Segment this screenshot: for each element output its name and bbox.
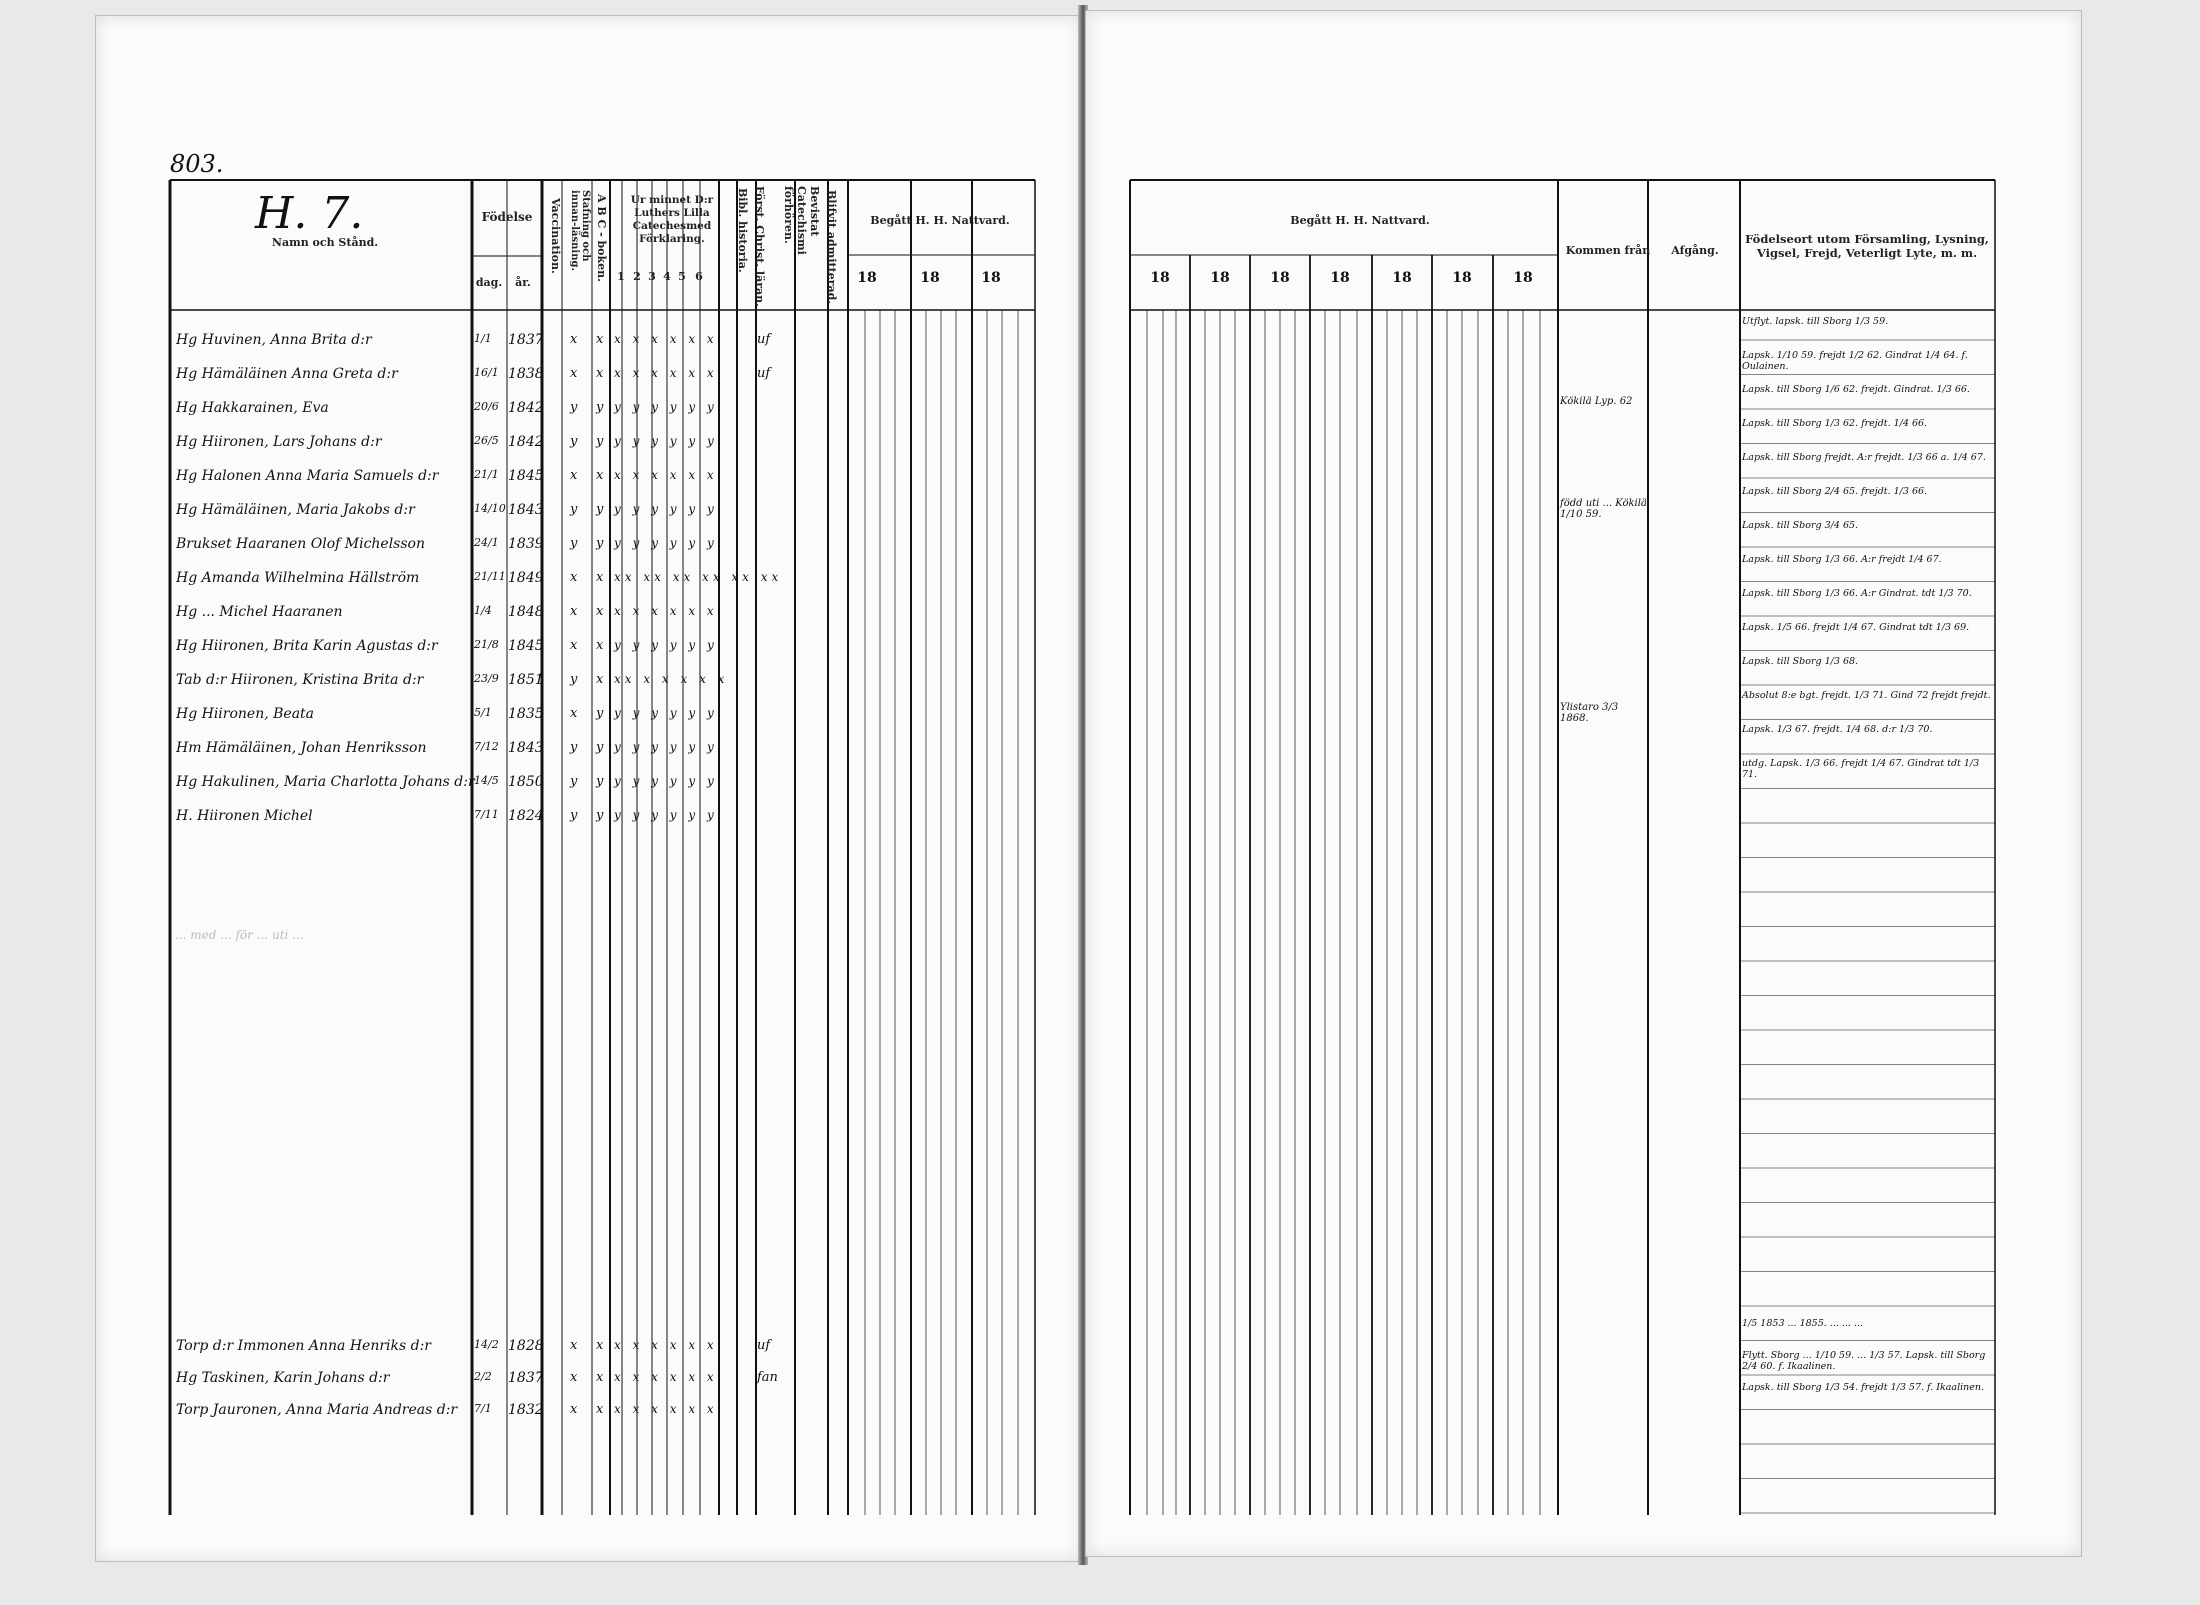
header-18: 18 <box>1270 270 1290 286</box>
catechism-marks: y y y y y y <box>614 740 718 754</box>
birth-day: 14/2 <box>474 1338 499 1351</box>
abc-mark: x <box>596 468 604 483</box>
abc-mark: x <box>596 604 604 619</box>
birth-day: 7/11 <box>474 808 499 821</box>
abc-mark: x <box>596 1402 604 1417</box>
header-18: 18 <box>920 270 940 286</box>
birth-day: 7/1 <box>474 1402 492 1415</box>
vaccination-mark: x <box>570 570 578 585</box>
birth-day: 21/8 <box>474 638 499 651</box>
remark-note: utdg. Lapsk. 1/3 66. frejdt 1/4 67. Gindrat tdt 1/3 71. <box>1742 758 1980 780</box>
catechism-marks: y y y y y y <box>614 400 718 414</box>
vaccination-mark: x <box>570 1402 578 1417</box>
remark-note: Lapsk. till Sborg 3/4 65. <box>1742 520 1859 531</box>
abc-mark: x <box>596 1370 604 1385</box>
remark-note: Lapsk. till Sborg 1/3 66. A:r frejdt 1/4 67. <box>1742 554 1942 565</box>
catechism-marks: x x x x x x <box>614 332 718 346</box>
vaccination-mark: x <box>570 1338 578 1353</box>
birth-day: 7/12 <box>474 740 499 753</box>
header-cat-number: 4 <box>663 270 671 283</box>
header-blifvit: Blifvit admitterad. <box>825 190 838 305</box>
catechism-marks: x x x x x x <box>614 468 718 482</box>
faint-note: ... med ... för ... uti ... <box>175 928 304 942</box>
header-18: 18 <box>857 270 877 286</box>
birth-year: 1832 <box>508 1402 544 1418</box>
header-begatt-right: Begått H. H. Nattvard. <box>1290 214 1430 227</box>
birth-day: 14/5 <box>474 774 499 787</box>
vaccination-mark: y <box>570 808 578 823</box>
birth-day: 21/1 <box>474 468 499 481</box>
birth-year: 1837 <box>508 1370 544 1386</box>
remark-note: Lapsk. till Sborg 1/3 54. frejdt 1/3 57. f. Ikaalinen. <box>1742 1382 1985 1393</box>
vaccination-mark: x <box>570 1370 578 1385</box>
abc-mark: y <box>596 740 604 755</box>
person-name: Hg ... Michel Haaranen <box>176 604 343 620</box>
abc-mark: y <box>596 502 604 517</box>
header-signet: H. 7. <box>255 188 364 239</box>
abc-mark: x <box>596 638 604 653</box>
birth-day: 5/1 <box>474 706 492 719</box>
abc-mark: x <box>596 672 604 687</box>
header-birth: Födelse <box>481 210 533 224</box>
kommen-fran: Kökilä Lyp. 62 <box>1560 396 1633 407</box>
header-bevistat: Bevistat Catechismi förhören. <box>782 186 821 255</box>
person-name: Hg Hiironen, Brita Karin Agustas d:r <box>176 638 438 654</box>
header-bibl: Bibl. historia. <box>736 188 749 273</box>
page-number: 803. <box>170 150 224 178</box>
vaccination-mark: y <box>570 774 578 789</box>
person-name: Hg Hiironen, Lars Johans d:r <box>176 434 382 450</box>
person-name: Hg Amanda Wilhelmina Hällström <box>176 570 420 586</box>
header-cat-number: 2 <box>633 270 641 283</box>
remark-note: Lapsk. till Sborg frejdt. A:r frejdt. 1/3 66 a. 1/4 67. <box>1742 452 1986 463</box>
header-day: dag. <box>475 276 503 289</box>
catechism-marks: x x x x x x <box>614 604 718 618</box>
person-name: Tab d:r Hiironen, Kristina Brita d:r <box>176 672 424 688</box>
person-name: Hg Taskinen, Karin Johans d:r <box>176 1370 390 1386</box>
vaccination-mark: x <box>570 638 578 653</box>
birth-year: 1837 <box>508 332 544 348</box>
catechism-marks: x x x x x x <box>614 1402 718 1416</box>
birth-year: 1845 <box>508 638 544 654</box>
header-18: 18 <box>1513 270 1533 286</box>
vaccination-mark: x <box>570 468 578 483</box>
person-name: Brukset Haaranen Olof Michelsson <box>176 536 425 552</box>
abc-mark: x <box>596 1338 604 1353</box>
header-cat-number: 6 <box>695 270 703 283</box>
birth-year: 1843 <box>508 502 544 518</box>
remark-note: Lapsk. 1/3 67. frejdt. 1/4 68. d:r 1/3 70. <box>1742 724 1933 735</box>
header-year: år. <box>515 276 531 289</box>
remark-note: Flytt. Sborg ... 1/10 59. ... 1/3 57. Lapsk. till Sborg 2/4 60. f. Ikaalinen. <box>1742 1350 1986 1372</box>
header-18: 18 <box>981 270 1001 286</box>
vaccination-mark: y <box>570 434 578 449</box>
person-name: Hm Hämäläinen, Johan Henriksson <box>176 740 427 756</box>
remark-note: Utflyt. lapsk. till Sborg 1/3 59. <box>1742 316 1889 327</box>
header-cat-number: 5 <box>678 270 686 283</box>
birth-year: 1842 <box>508 400 544 416</box>
header-luther: Ur minnet D:r Luthers Lilla Catechesmed Förklaring. <box>630 194 714 246</box>
birth-day: 16/1 <box>474 366 499 379</box>
vaccination-mark: x <box>570 604 578 619</box>
person-name: Hg Hiironen, Beata <box>176 706 315 722</box>
birth-year: 1848 <box>508 604 544 620</box>
person-name: Hg Huvinen, Anna Brita d:r <box>176 332 372 348</box>
vaccination-mark: y <box>570 740 578 755</box>
understanding-mark: uf <box>757 332 771 347</box>
birth-year: 1842 <box>508 434 544 450</box>
catechism-marks: x x x x x x <box>614 1338 718 1352</box>
remark-note: Lapsk. till Sborg 1/3 68. <box>1742 656 1859 667</box>
catechism-marks: xx x x x x x <box>614 672 729 686</box>
abc-mark: y <box>596 536 604 551</box>
kommen-fran: född uti ... Kökilä 1/10 59. <box>1560 498 1647 520</box>
header-fodelse: Födelseort utom Församling, Lysning, Vigsel, Frejd, Veterligt Lyte, m. m. <box>1745 232 1989 261</box>
abc-mark: x <box>596 570 604 585</box>
birth-year: 1849 <box>508 570 544 586</box>
birth-year: 1851 <box>508 672 544 688</box>
person-name: Torp d:r Immonen Anna Henriks d:r <box>176 1338 431 1354</box>
catechism-marks: x x x x x x <box>614 1370 718 1384</box>
birth-year: 1839 <box>508 536 544 552</box>
person-name: Hg Hakulinen, Maria Charlotta Johans d:r <box>176 774 475 790</box>
birth-day: 21/11 <box>474 570 506 583</box>
abc-mark: y <box>596 706 604 721</box>
birth-day: 1/1 <box>474 332 492 345</box>
remark-note: Lapsk. till Sborg 1/3 66. A:r Gindrat. tdt 1/3 70. <box>1742 588 1972 599</box>
birth-year: 1845 <box>508 468 544 484</box>
header-18: 18 <box>1392 270 1412 286</box>
catechism-marks: y y y y y y <box>614 706 718 720</box>
header-18: 18 <box>1330 270 1350 286</box>
remark-note: Lapsk. 1/10 59. frejdt 1/2 62. Gindrat 1/4 64. f. Oulainen. <box>1742 350 1968 372</box>
catechism-marks: xx xx xx xx xx xx <box>614 570 783 584</box>
kommen-fran: Ylistaro 3/3 1868. <box>1560 702 1619 724</box>
birth-day: 20/6 <box>474 400 499 413</box>
understanding-mark: fan <box>757 1370 778 1385</box>
catechism-marks: y y y y y y <box>614 536 718 550</box>
remark-note: Lapsk. till Sborg 1/3 62. frejdt. 1/4 66. <box>1742 418 1928 429</box>
person-name: H. Hiironen Michel <box>176 808 313 824</box>
birth-year: 1824 <box>508 808 544 824</box>
header-forst: Först. Christ. läran. <box>753 186 766 307</box>
header-begatt-left: Begått H. H. Nattvard. <box>870 214 1010 227</box>
header-vaccination: Vaccination. <box>549 198 562 274</box>
birth-year: 1838 <box>508 366 544 382</box>
birth-year: 1843 <box>508 740 544 756</box>
birth-year: 1850 <box>508 774 544 790</box>
understanding-mark: uf <box>757 1338 771 1353</box>
vaccination-mark: y <box>570 502 578 517</box>
person-name: Torp Jauronen, Anna Maria Andreas d:r <box>176 1402 458 1418</box>
vaccination-mark: x <box>570 706 578 721</box>
catechism-marks: y y y y y y <box>614 434 718 448</box>
remark-note: Lapsk. till Sborg 2/4 65. frejdt. 1/3 66. <box>1742 486 1928 497</box>
remark-note: 1/5 1853 ... 1855. ... ... ... <box>1742 1318 1864 1329</box>
catechism-marks: y y y y y y <box>614 774 718 788</box>
person-name: Hg Hämäläinen, Maria Jakobs d:r <box>176 502 415 518</box>
catechism-marks: x x x x x x <box>614 366 718 380</box>
birth-year: 1835 <box>508 706 544 722</box>
birth-day: 26/5 <box>474 434 499 447</box>
catechism-marks: y y y y y y <box>614 638 718 652</box>
header-cat-number: 3 <box>648 270 656 283</box>
person-name: Hg Hämäläinen Anna Greta d:r <box>176 366 398 382</box>
header-cat-number: 1 <box>617 270 625 283</box>
header-afgang: Afgång. <box>1671 244 1719 257</box>
person-name: Hg Hakkarainen, Eva <box>176 400 329 416</box>
header-abc: A B C - boken. <box>595 194 608 282</box>
birth-day: 1/4 <box>474 604 492 617</box>
birth-day: 14/10 <box>474 502 506 515</box>
header-name: Namn och Stånd. <box>271 236 379 249</box>
birth-year: 1828 <box>508 1338 544 1354</box>
birth-day: 24/1 <box>474 536 499 549</box>
remark-note: Lapsk. 1/5 66. frejdt 1/4 67. Gindrat tdt 1/3 69. <box>1742 622 1970 633</box>
remark-note: Absolut 8:e bgt. frejdt. 1/3 71. Gind 72 frejdt frejdt. <box>1742 690 1991 701</box>
vaccination-mark: y <box>570 400 578 415</box>
header-kommen: Kommen från <box>1565 244 1651 257</box>
abc-mark: y <box>596 808 604 823</box>
header-18: 18 <box>1150 270 1170 286</box>
birth-day: 2/2 <box>474 1370 492 1383</box>
catechism-marks: y y y y y y <box>614 808 718 822</box>
abc-mark: x <box>596 332 604 347</box>
remark-note: Lapsk. till Sborg 1/6 62. frejdt. Gindrat. 1/3 66. <box>1742 384 1970 395</box>
abc-mark: y <box>596 774 604 789</box>
header-stafning: Stafning och innan-läsning. <box>569 190 591 271</box>
vaccination-mark: y <box>570 536 578 551</box>
person-name: Hg Halonen Anna Maria Samuels d:r <box>176 468 439 484</box>
abc-mark: y <box>596 400 604 415</box>
header-18: 18 <box>1210 270 1230 286</box>
vaccination-mark: x <box>570 332 578 347</box>
understanding-mark: uf <box>757 366 771 381</box>
header-18: 18 <box>1452 270 1472 286</box>
abc-mark: x <box>596 366 604 381</box>
vaccination-mark: y <box>570 672 578 687</box>
abc-mark: y <box>596 434 604 449</box>
vaccination-mark: x <box>570 366 578 381</box>
birth-day: 23/9 <box>474 672 499 685</box>
catechism-marks: y y y y y y <box>614 502 718 516</box>
